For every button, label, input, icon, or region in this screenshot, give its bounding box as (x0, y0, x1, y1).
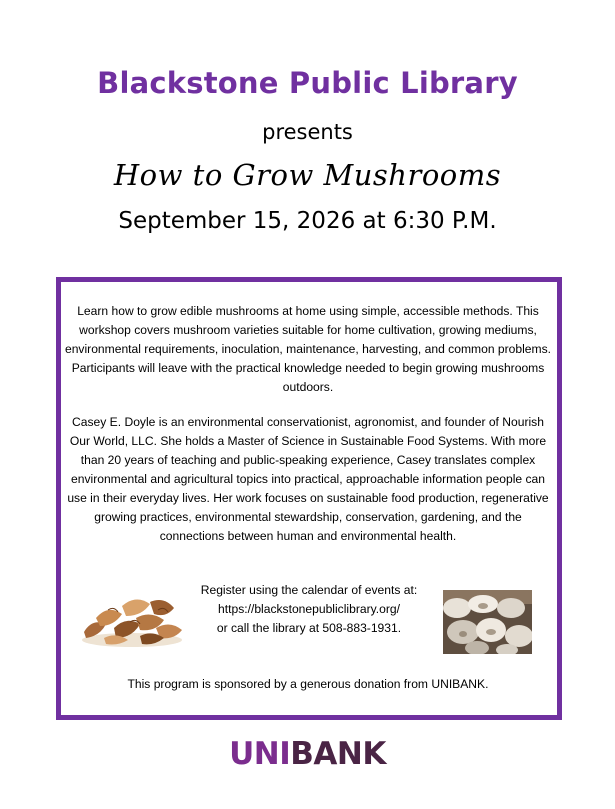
presents-text: presents (262, 120, 353, 144)
logo-bank: BANK (290, 736, 386, 772)
logo-uni: UNI (229, 736, 291, 772)
dried-mushrooms-image (78, 588, 186, 650)
event-title: How to Grow Mushrooms (113, 158, 502, 192)
event-description: Learn how to grow edible mushrooms at home using simple, accessible methods. This workshop covers mushroom varieties suitable for home cultivation, growing mediums, environmental requirements, inoculation, maintenance, harvesting, and common problems. Participants will leave with the practical knowledge needed to begin growing mushrooms outdoors. (64, 304, 552, 394)
sponsor-statement: This program is sponsored by a generous donation from UNIBANK. (127, 677, 489, 691)
library-name: Blackstone Public Library (97, 66, 518, 100)
register-url[interactable]: https://blackstonepubliclibrary.org/ (218, 602, 400, 616)
unibank-logo (0, 734, 615, 774)
event-date: September 15, 2026 at 6:30 P.M. (118, 208, 497, 234)
presenter-bio: Casey E. Doyle is an environmental conservationist, agronomist, and founder of Nourish Our World, LLC. She holds a Master of Science in Sustainable Food Systems. With more than 20 years of teaching and public-speaking experience, Casey translates complex environmental and agricultural topics into practical, approachable information people can use in their everyday lives. Her work focuses on sustainable food production, regenerative growing practices, environmental stewardship, conservation, gardening, and the connections between human and environmental health. (67, 415, 549, 543)
registration-info (180, 581, 438, 638)
register-line: Register using the calendar of events at: (200, 583, 418, 597)
register-phone: or call the library at 508-883-1931. (216, 621, 402, 635)
fresh-mushrooms-image (443, 590, 532, 654)
